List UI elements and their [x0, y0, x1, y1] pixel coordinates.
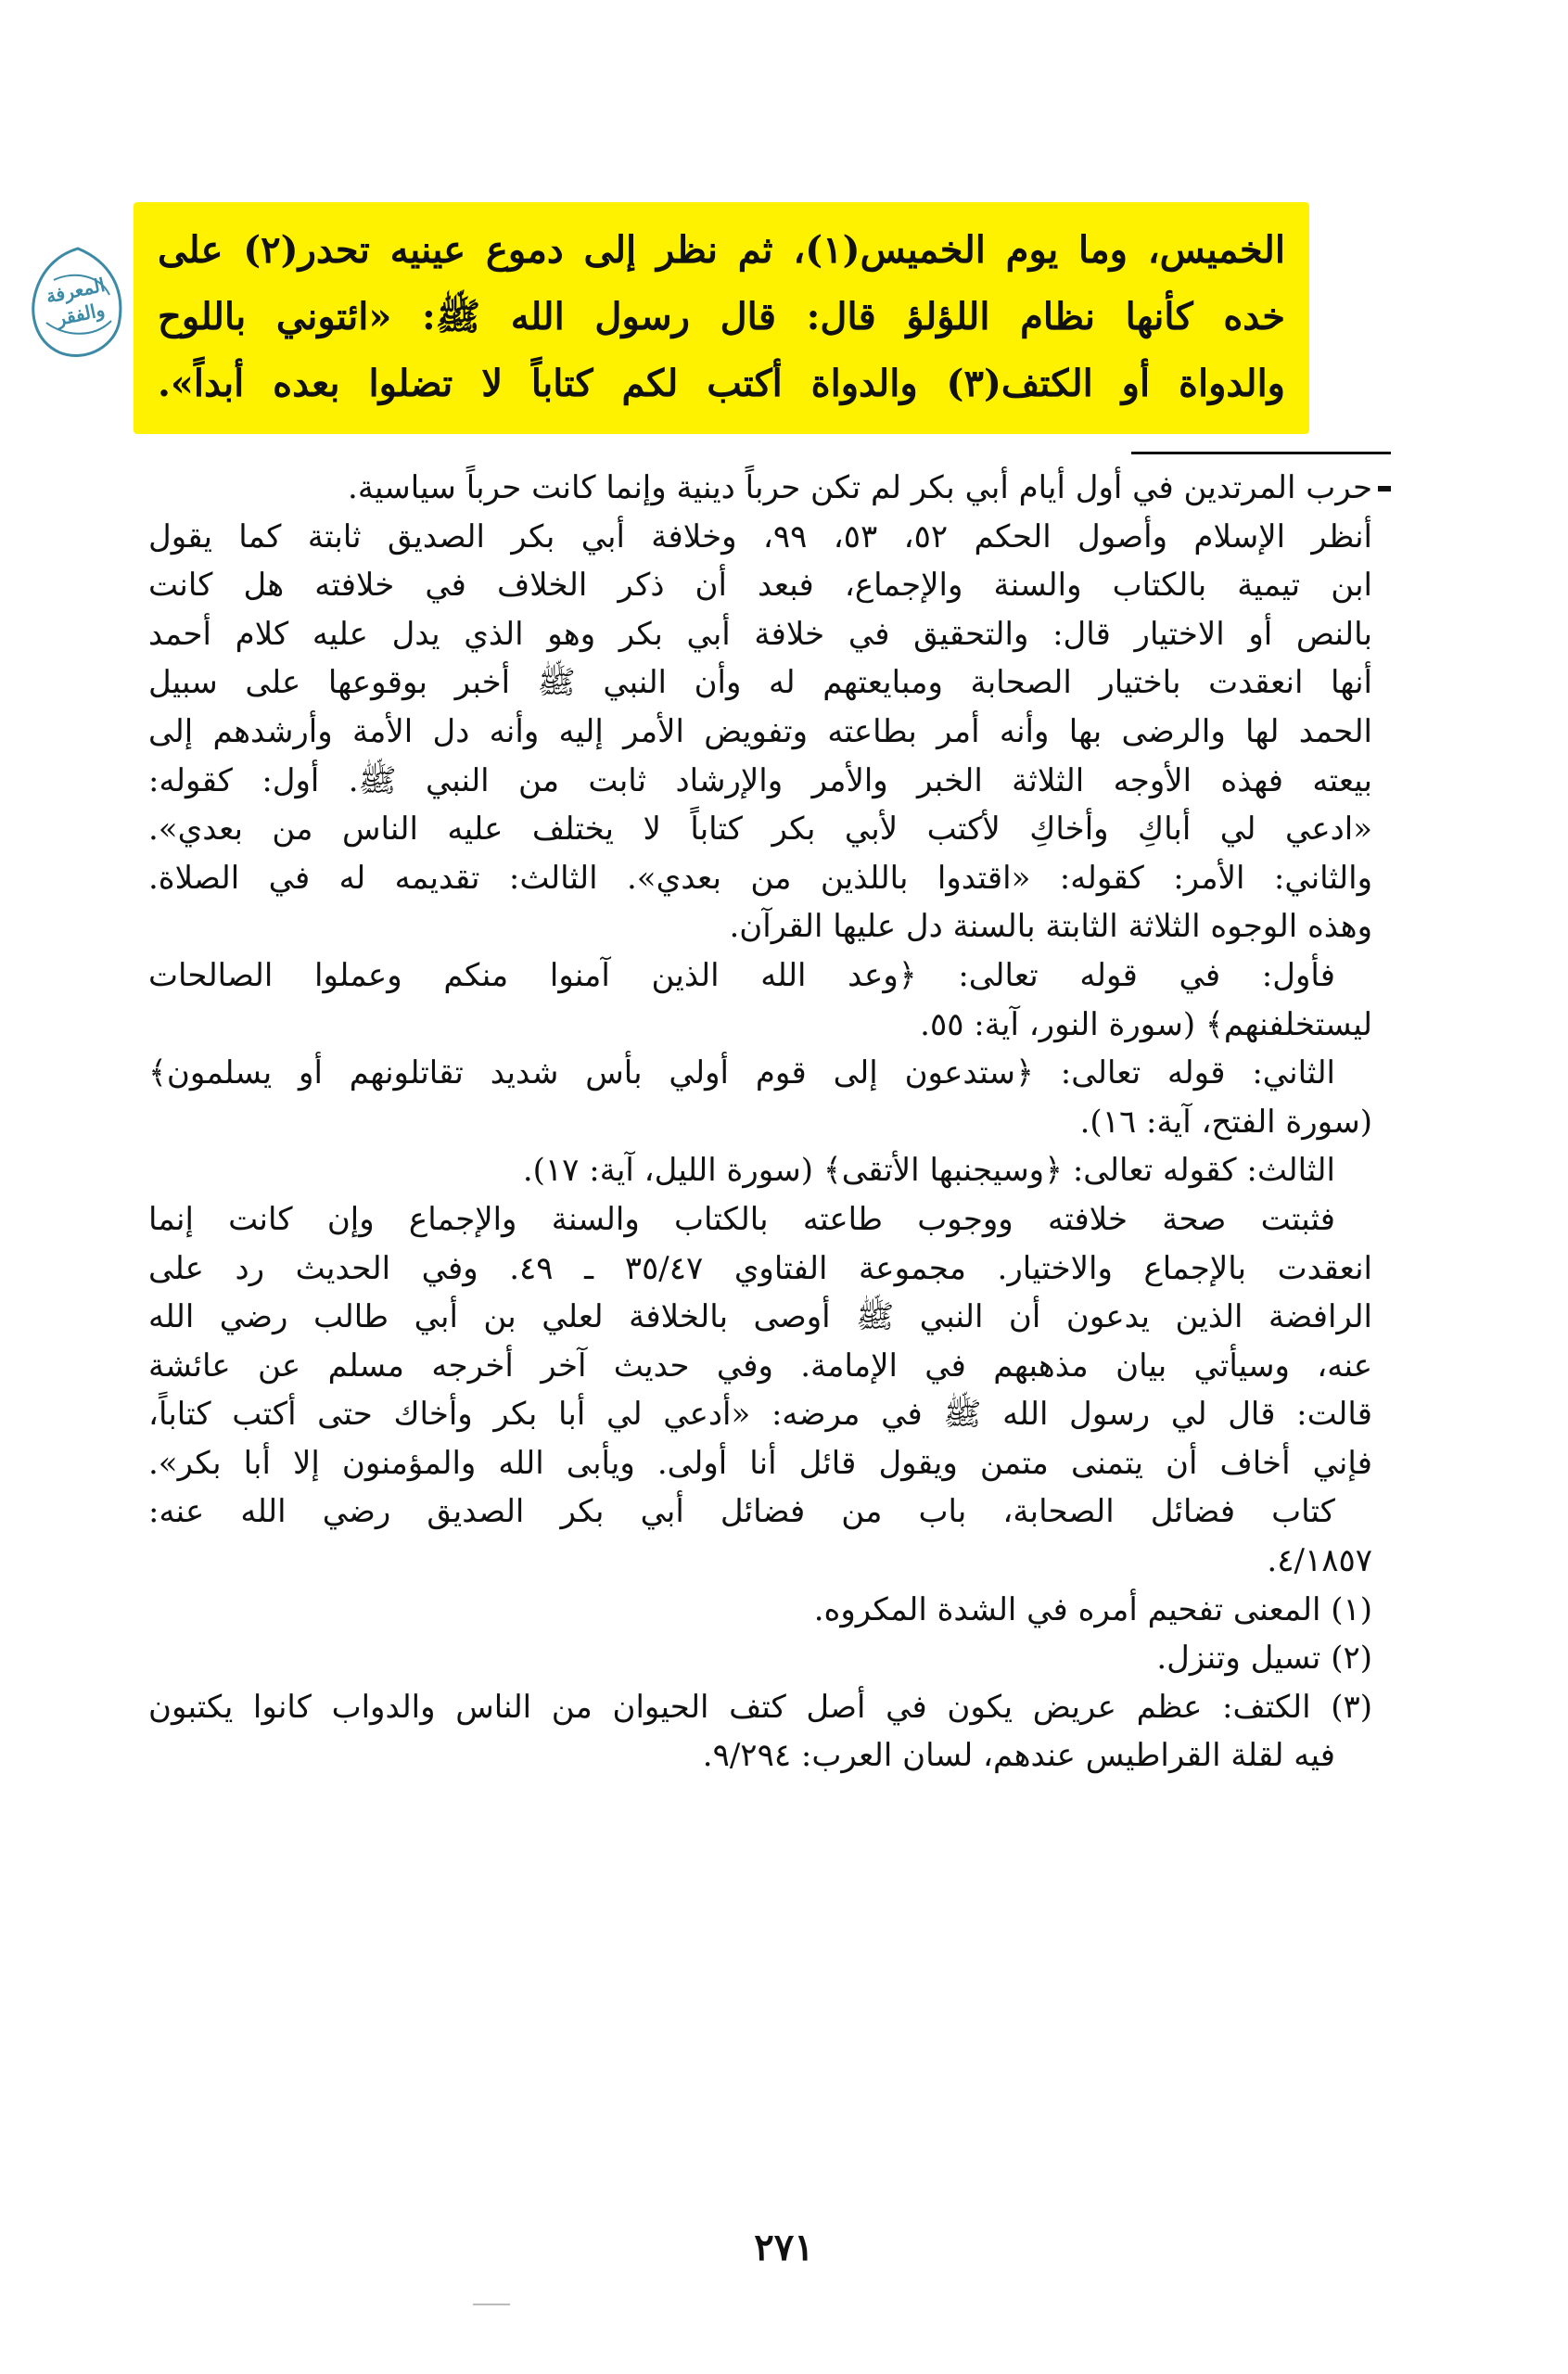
footnote-line: «ادعي لي أباكِ وأخاكِ لأكتب لأبي بكر كتاباً لا يختلف عليه الناس من بعدي».	[148, 810, 1372, 849]
footnote-line: (سورة الفتح، آية: ١٦).	[1079, 1103, 1372, 1141]
footnote-line: قالت: قال لي رسول الله ﷺ في مرضه: «أدعي لي أبا بكر وأخاك حتى أكتب كتاباً،	[148, 1396, 1372, 1434]
footnote-line: (١) المعنى تفحيم أمره في الشدة المكروه.	[813, 1590, 1372, 1628]
footnote-line: عنه، وسيأتي بيان مذهبهم في الإمامة. وفي حديث آخر أخرجه مسلم عن عائشة	[148, 1347, 1372, 1385]
footnote-line: (٢) تسيل وتنزل.	[1156, 1640, 1372, 1678]
footnote-line: أنظر الإسلام وأصول الحكم ٥٢، ٥٣، ٩٩، وخلافة أبي بكر الصديق ثابتة كما يقول	[148, 517, 1372, 555]
footnote-line: والثاني: الأمر: كقوله: «اقتدوا باللذين من بعدي». الثالث: تقديمه له في الصلاة.	[148, 859, 1372, 897]
footnote-line: الثاني: قوله تعالى: ﴿ستدعون إلى قوم أولي بأس شديد تقاتلونهم أو يسلمون﴾	[148, 1054, 1335, 1092]
footnote-line: ليستخلفنهم﴾ (سورة النور، آية: ٥٥.	[920, 1005, 1372, 1043]
footnote-line: أنها انعقدت باختيار الصحابة ومبايعتهم له وأن النبي ﷺ أخبر بوقوعها على سبيل	[148, 664, 1372, 702]
footnote-line: فثبتت صحة خلافته ووجوب طاعته بالكتاب والسنة والإجماع وإن كانت إنما	[148, 1200, 1335, 1238]
footnote-line: فيه لقلة القراطيس عندهم، لسان العرب: ٩/٢٩٤.	[702, 1737, 1335, 1775]
footnote-line: فإني أخاف أن يتمنى متمن ويقول قائل أنا أولى. ويأبى الله والمؤمنون إلا أبا بكر».	[148, 1444, 1372, 1482]
footnote-line: وهذه الوجوه الثلاثة الثابتة بالسنة دل عليها القرآن.	[729, 908, 1372, 946]
footnote-separator	[1131, 452, 1391, 454]
footnote-line: كتاب فضائل الصحابة، باب من فضائل أبي بكر الصديق رضي الله عنه:	[148, 1493, 1335, 1531]
highlight-line: الخميس، وما يوم الخميس(١)، ثم نظر إلى دموع عينيه تحدر(٢) على	[158, 228, 1285, 272]
footnotes-section	[148, 464, 1372, 1780]
continuation-marker	[1378, 486, 1391, 491]
highlight-line: خده كأنها نظام اللؤلؤ قال: قال رسول الله ﷺ: «ائتوني باللوح	[158, 295, 1285, 338]
logo-text: المعرفة والفقر	[44, 273, 108, 330]
footnote-line: حرب المرتدين في أول أيام أبي بكر لم تكن حرباً دينية وإنما كانت حرباً سياسية.	[348, 469, 1372, 506]
footnote-line: الثالث: كقوله تعالى: ﴿وسيجنبها الأتقى﴾ (سورة الليل، آية: ١٧).	[522, 1152, 1335, 1190]
footnote-line: ٤/١٨٥٧.	[1267, 1542, 1372, 1580]
scan-mark	[473, 2304, 510, 2305]
highlighted-passage	[134, 202, 1309, 434]
footnote-line: انعقدت بالإجماع والاختيار. مجموعة الفتاوي ٣٥/٤٧ ـ ٤٩. وفي الحديث رد على	[148, 1249, 1372, 1287]
footnote-line: بيعته فهذه الأوجه الثلاثة الخبر والأمر والإرشاد ثابت من النبي ﷺ. أول: كقوله:	[148, 761, 1372, 799]
footnote-line: الرافضة الذين يدعون أن النبي ﷺ أوصى بالخلافة لعلي بن أبي طالب رضي الله	[148, 1298, 1372, 1336]
page-number: ٢٧١	[754, 2226, 814, 2269]
footnote-line: ابن تيمية بالكتاب والسنة والإجماع، فبعد أن ذكر الخلاف في خلافته هل كانت	[148, 567, 1372, 605]
footnote-line: بالنص أو الاختيار قال: والتحقيق في خلافة أبي بكر وهو الذي يدل عليه كلام أحمد	[148, 615, 1372, 653]
footnote-line: فأول: في قوله تعالى: ﴿وعد الله الذين آمنوا منكم وعملوا الصالحات	[148, 956, 1335, 994]
highlight-line: والدواة أو الكتف(٣) والدواة أكتب لكم كتاباً لا تضلوا بعده أبداً».	[158, 362, 1285, 405]
footnote-line: (٣) الكتف: عظم عريض يكون في أصل كتف الحيوان من الناس والدواب كانوا يكتبون	[148, 1688, 1372, 1726]
footnote-line: الحمد لها والرضى بها وأنه أمر بطاعته وتفويض الأمر إليه وأنه دل الأمة وأرشدهم إلى	[148, 712, 1372, 750]
